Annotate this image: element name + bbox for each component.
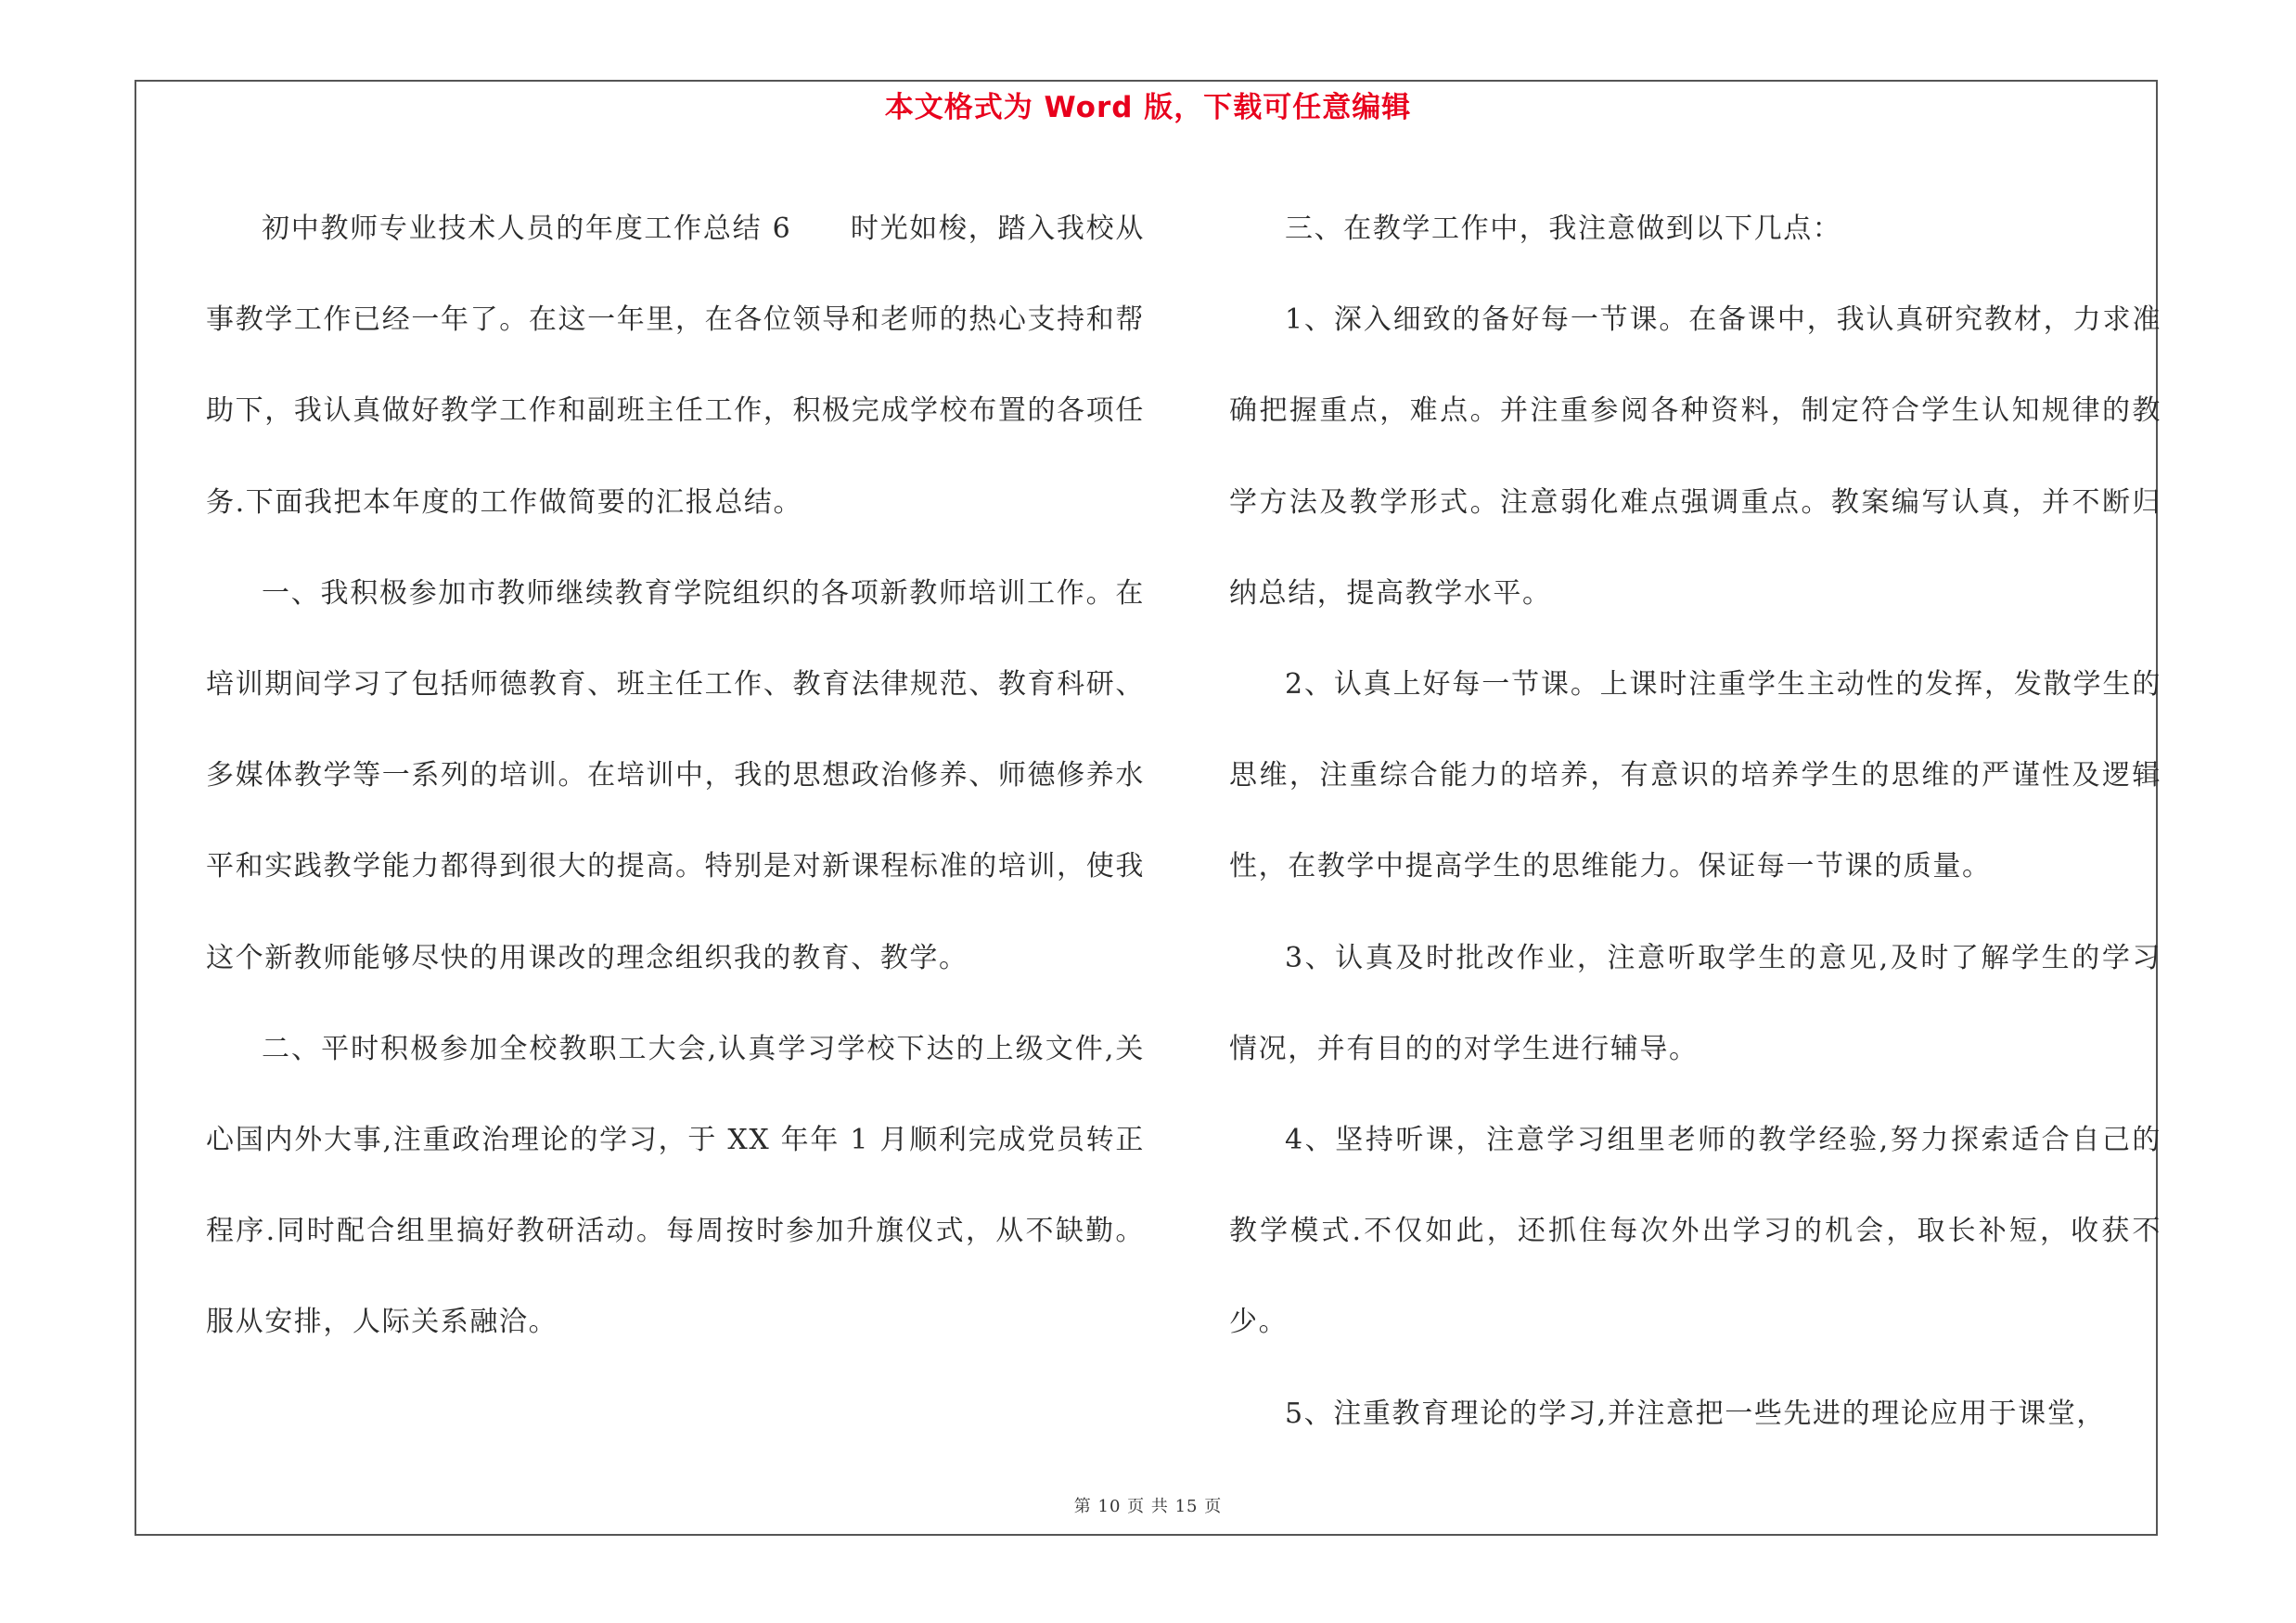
left-column — [206, 184, 1145, 1369]
right-column — [1229, 184, 2161, 1460]
paragraph-point-4: 4、坚持听课，注意学习组里老师的教学经验,努力探索适合自己的教学模式.不仅如此，还抓住每次外出学习的机会，取长补短，收获不少。 — [1229, 1124, 2161, 1339]
page-number: 第 10 页 共 15 页 — [1073, 1497, 1223, 1516]
paragraph-section-2: 二、平时积极参加全校教职工大会,认真学习学校下达的上级文件,关心国内外大事,注重政治理论的学习，于 XX 年年 1 月顺利完成党员转正程序.同时配合组里搞好教研活动。每周按时参加升旗仪式，从不缺勤。服从安排，人际关系融洽。 — [206, 1032, 1145, 1339]
paragraph-point-3: 3、认真及时批改作业，注意听取学生的意见,及时了解学生的学习情况，并有目的的对学生进行辅导。 — [1229, 941, 2161, 1065]
paragraph-section-1: 一、我积极参加市教师继续教育学院组织的各项新教师培训工作。在培训期间学习了包括师德教育、班主任工作、教育法律规范、教育科研、多媒体教学等一系列的培训。在培训中，我的思想政治修养、师德修养水平和实践教学能力都得到很大的提高。特别是对新课程标准的培训，使我这个新教师能够尽快的用课改的理念组织我的教育、教学。 — [206, 576, 1145, 974]
word-format-banner: 本文格式为 Word 版，下载可任意编辑 — [884, 91, 1412, 124]
paragraph-point-1: 1、深入细致的备好每一节课。在备课中，我认真研究教材，力求准确把握重点，难点。并注重参阅各种资料，制定符合学生认知规律的教学方法及教学形式。注意弱化难点强调重点。教案编写认真，并不断归纳总结，提高教学水平。 — [1229, 303, 2161, 610]
paragraph-point-2: 2、认真上好每一节课。上课时注重学生主动性的发挥，发散学生的思维，注重综合能力的培养，有意识的培养学生的思维的严谨性及逻辑性，在教学中提高学生的思维能力。保证每一节课的质量。 — [1229, 668, 2161, 883]
paragraph-intro: 初中教师专业技术人员的年度工作总结 6 时光如梭，踏入我校从事教学工作已经一年了。在这一年里，在各位领导和老师的热心支持和帮助下，我认真做好教学工作和副班主任工作，积极完成学校布置的各项任务.下面我把本年度的工作做简要的汇报总结。 — [206, 213, 1145, 519]
paragraph-point-5: 5、注重教育理论的学习,并注意把一些先进的理论应用于课堂， — [1285, 1397, 2107, 1430]
paragraph-section-3-heading: 三、在教学工作中，我注意做到以下几点： — [1285, 213, 1842, 245]
